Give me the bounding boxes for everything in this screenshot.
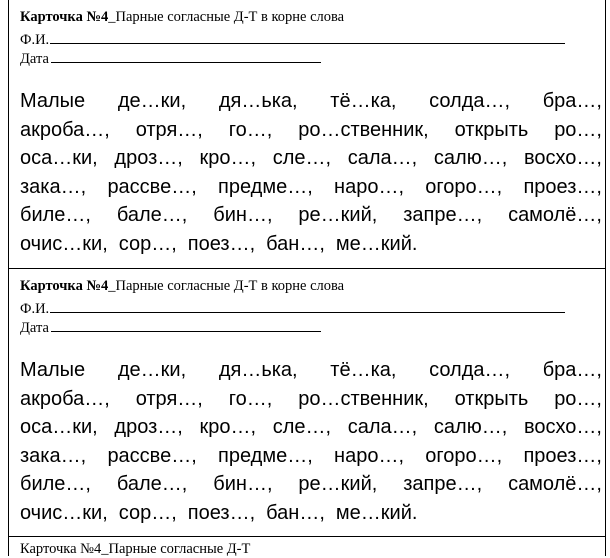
- word: рассве…,: [107, 444, 197, 467]
- card-title: [20, 8, 344, 26]
- word: бан…,: [266, 232, 325, 255]
- word: очис…ки,: [20, 501, 108, 524]
- card-topic: _Парные согласные Д-Т в корне слова: [108, 278, 345, 294]
- card-number: Карточка №4: [20, 278, 109, 294]
- date-label: Дата: [20, 320, 49, 336]
- word: солда…,: [429, 359, 511, 381]
- word: предме…,: [218, 444, 313, 467]
- word: биле…,: [20, 473, 91, 495]
- word-line: [20, 87, 602, 116]
- word: биле…,: [20, 204, 91, 226]
- word: салю…,: [433, 416, 508, 438]
- date-field: [20, 49, 321, 68]
- word: очис…ки,: [20, 232, 108, 255]
- word: солда…,: [429, 90, 511, 112]
- word: ме…кий.: [335, 232, 418, 255]
- word: кро…,: [199, 416, 257, 438]
- word: сле…,: [272, 147, 332, 169]
- word: дя…ька,: [218, 359, 298, 381]
- word-line: [20, 144, 602, 173]
- word: ре…кий,: [298, 204, 378, 226]
- word: открыть: [454, 118, 529, 141]
- word-exercise: [20, 356, 602, 527]
- word: ро…ственник,: [298, 387, 429, 410]
- fio-blank-line: [50, 30, 565, 44]
- word: акроба…,: [20, 118, 110, 141]
- word: запре…,: [403, 204, 483, 226]
- word: оса…ки,: [20, 416, 98, 438]
- word: сала…,: [347, 416, 418, 438]
- fio-blank-line: [50, 299, 565, 313]
- fio-label: Ф.И.: [20, 32, 50, 48]
- word: го…,: [228, 387, 273, 410]
- word: оса…ки,: [20, 147, 98, 169]
- word: запре…,: [403, 473, 483, 495]
- date-blank-line: [51, 49, 321, 63]
- worksheet-card-2: [8, 268, 606, 536]
- word-line: [20, 116, 602, 145]
- word: ре…кий,: [298, 473, 378, 495]
- word: кро…,: [199, 147, 257, 169]
- card-topic: _Парные согласные Д-Т в корне слова: [108, 9, 345, 25]
- word: ро…,: [554, 387, 602, 410]
- word: салю…,: [433, 147, 508, 169]
- card-number: Карточка №4: [20, 9, 109, 25]
- card-title: [20, 277, 344, 295]
- word: бан…,: [266, 501, 325, 524]
- word: проез…,: [523, 444, 602, 467]
- word: поез…,: [187, 501, 256, 524]
- word: бра…,: [542, 90, 602, 112]
- word: сле…,: [272, 416, 332, 438]
- word-line: [20, 385, 602, 414]
- word: восхо…,: [523, 416, 602, 438]
- word: бале…,: [116, 473, 188, 495]
- word: дроз…,: [114, 147, 183, 169]
- date-blank-line: [51, 318, 321, 332]
- word: бин…,: [213, 204, 273, 226]
- word: де…ки,: [117, 359, 187, 381]
- word: сор…,: [118, 232, 177, 255]
- word-line: [20, 230, 602, 259]
- word: дроз…,: [114, 416, 183, 438]
- word: бра…,: [542, 359, 602, 381]
- word: де…ки,: [117, 90, 187, 112]
- word-exercise: [20, 87, 602, 258]
- word: самолё…,: [508, 473, 602, 495]
- word: ме…кий.: [335, 501, 418, 524]
- word: акроба…,: [20, 387, 110, 410]
- word-line: [20, 470, 602, 499]
- word: сала…,: [347, 147, 418, 169]
- word-line: [20, 499, 602, 528]
- word: предме…,: [218, 175, 313, 198]
- date-field: [20, 318, 321, 337]
- fio-field: [20, 30, 565, 49]
- word: огоро…,: [425, 444, 503, 467]
- word: го…,: [228, 118, 273, 141]
- word: проез…,: [523, 175, 602, 198]
- word: дя…ька,: [218, 90, 298, 112]
- word: отря…,: [135, 387, 203, 410]
- word: тё…ка,: [330, 359, 397, 381]
- worksheet-card-3-partial: [8, 536, 606, 556]
- word: отря…,: [135, 118, 203, 141]
- word-line: [20, 413, 602, 442]
- word-line: [20, 173, 602, 202]
- word: сор…,: [118, 501, 177, 524]
- worksheet-card-1: [8, 0, 606, 268]
- word-line: [20, 442, 602, 471]
- word: зака…,: [20, 444, 87, 467]
- word: ро…ственник,: [298, 118, 429, 141]
- word: бин…,: [213, 473, 273, 495]
- word: тё…ка,: [330, 90, 397, 112]
- fio-field: [20, 299, 565, 318]
- word: поез…,: [187, 232, 256, 255]
- word: наро…,: [334, 175, 405, 198]
- word: восхо…,: [523, 147, 602, 169]
- word: бале…,: [116, 204, 188, 226]
- word: рассве…,: [107, 175, 197, 198]
- word: Малые: [20, 359, 86, 381]
- word: Малые: [20, 90, 86, 112]
- word: наро…,: [334, 444, 405, 467]
- word: открыть: [454, 387, 529, 410]
- date-label: Дата: [20, 51, 49, 67]
- word-line: [20, 356, 602, 385]
- fio-label: Ф.И.: [20, 301, 50, 317]
- word: самолё…,: [508, 204, 602, 226]
- word: огоро…,: [425, 175, 503, 198]
- word: зака…,: [20, 175, 87, 198]
- word: ро…,: [554, 118, 602, 141]
- partial-card-title: Карточка №4_Парные согласные Д-Т: [20, 541, 251, 557]
- word-line: [20, 201, 602, 230]
